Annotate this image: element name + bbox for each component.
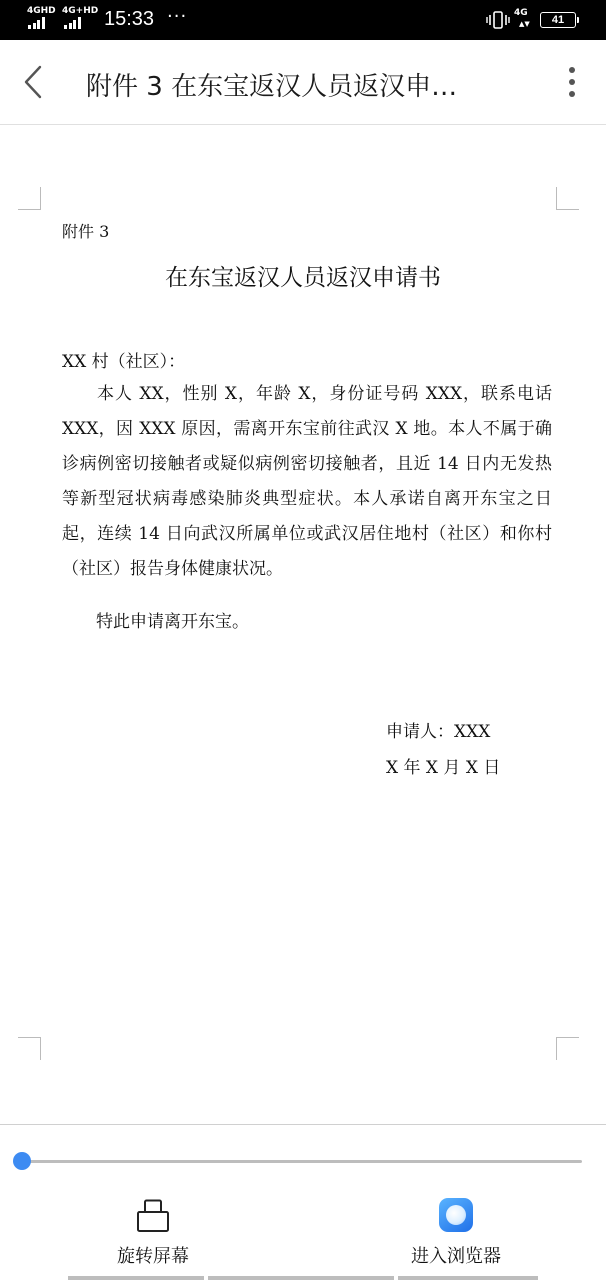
notification-more-icon: ··· <box>167 6 188 27</box>
addressee: XX 村（社区）： <box>62 352 186 372</box>
signal-icon-2 <box>64 17 81 29</box>
nav-indicator-3 <box>398 1276 538 1280</box>
page-progress-thumb[interactable] <box>13 1152 31 1170</box>
clock: 15:33 <box>104 8 155 30</box>
page-title: 附件 3 在东宝返汉人员返汉申… <box>86 72 458 102</box>
nav-indicator-2 <box>208 1276 394 1280</box>
more-vertical-icon[interactable] <box>556 62 588 102</box>
attachment-label: 附件 3 <box>62 222 110 241</box>
document-viewer[interactable] <box>0 125 606 1123</box>
open-browser-button[interactable] <box>386 1190 526 1270</box>
body-paragraph-1-text: 本人 XX，性别 X，年龄 X，身份证号码 XXX，联系电话 XXX，因 XXX 原因，需离开东宝前往武汉 X 地。本人不属于确诊病例密切接触者或疑似病例密切接触者，且近 14 日内无发热等新型冠状病毒感染肺炎典型症状。本人承诺自离开东宝之日起，连续 14 日向武汉所属单位或武汉居住地村（社区）和你村（社区）报告身体健康状况。 <box>62 384 552 579</box>
data-arrows-icon: ▲▼ <box>519 20 530 28</box>
body-paragraph-2-text: 特此申请离开东宝。 <box>96 612 249 632</box>
page-progress-track[interactable] <box>22 1160 582 1163</box>
rotate-screen-label: 旋转屏幕 <box>117 1246 189 1267</box>
crop-mark-top-right <box>556 187 579 210</box>
date-line: X 年 X 月 X 日 <box>386 758 501 778</box>
network-label-2: 4G+HD <box>62 6 99 16</box>
browser-icon <box>439 1198 473 1232</box>
body-paragraph-1 <box>62 377 552 587</box>
battery-icon <box>540 12 576 28</box>
battery-level: 41 <box>551 14 565 26</box>
signal-icon <box>28 17 45 29</box>
network-label-1: 4GHD <box>27 6 56 16</box>
chevron-left-icon[interactable] <box>14 62 54 102</box>
rotate-screen-button[interactable] <box>88 1190 218 1270</box>
vibrate-icon <box>486 11 510 29</box>
document-title: 在东宝返汉人员返汉申请书 <box>165 265 441 291</box>
network-label-4g: 4G <box>514 8 528 18</box>
rotate-screen-icon <box>135 1198 171 1234</box>
crop-mark-bottom-right <box>556 1037 579 1060</box>
crop-mark-bottom-left <box>18 1037 41 1060</box>
nav-indicator-1 <box>68 1276 204 1280</box>
body-paragraph-2 <box>62 605 552 640</box>
status-bar <box>0 0 606 40</box>
open-browser-label: 进入浏览器 <box>411 1246 501 1267</box>
crop-mark-top-left <box>18 187 41 210</box>
app-header <box>0 40 606 125</box>
signer-line: 申请人：XXX <box>386 722 491 742</box>
bottom-divider <box>0 1124 606 1125</box>
